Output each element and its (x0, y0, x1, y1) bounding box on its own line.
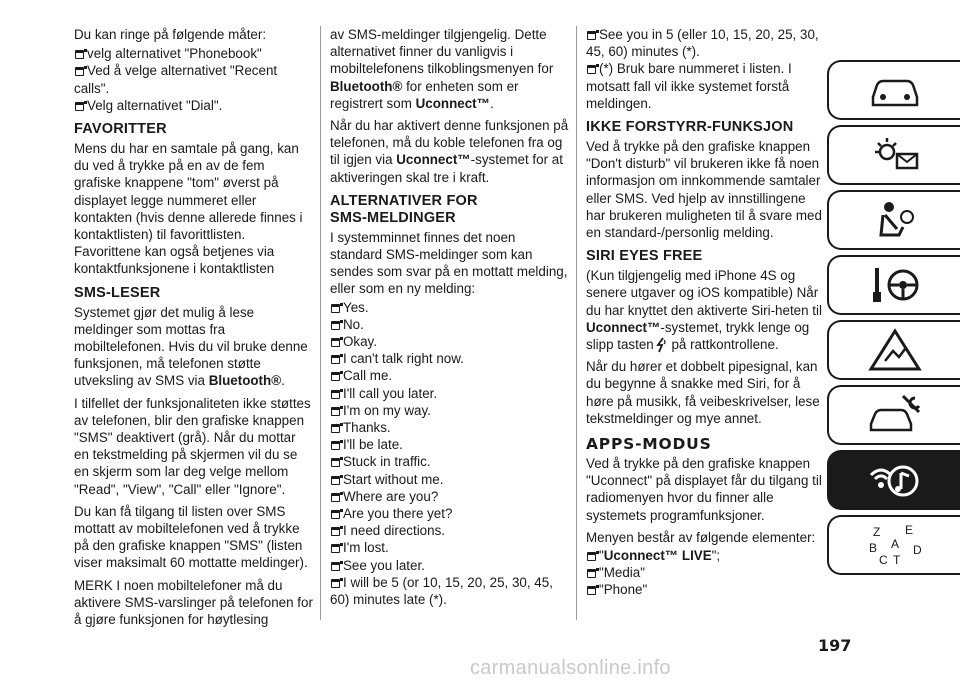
list-item: Stuck in traffic. (330, 453, 570, 470)
bullet-icon (331, 372, 340, 381)
sms-reader-heading: SMS-LESER (74, 284, 161, 301)
sms-options-heading: ALTERNATIVER FOR SMS-MELDINGER (330, 192, 478, 226)
index-letter: C (878, 553, 888, 567)
tab-multimedia-icon[interactable] (827, 450, 960, 510)
tab-alphabet-index-icon[interactable] (827, 515, 960, 575)
bullet-icon (331, 579, 340, 588)
list-item: Where are you? (330, 488, 570, 505)
list-item: Okay. (330, 333, 570, 350)
favoritter-text: Mens du har en samtale på gang, kan du ved å trykke på en av de fem grafiske knappene "tom" øverst på displayet legge nummeret eller kontakten (hvis denne allerede finnes i kontaktlisten) til favorittlisten. Favorittene kan også betjenes via kontaktfunksjonene i kontaktlisten (74, 141, 303, 277)
column-left (74, 26, 314, 633)
apps-paragraph: Menyen består av følgende elementer: (586, 529, 816, 545)
index-letter: B (868, 541, 877, 555)
list-item: I'm lost. (330, 539, 570, 556)
bullet-icon (331, 321, 340, 330)
list-item: "Media" (586, 564, 822, 581)
list-item: Velg alternativet "Dial". (74, 97, 314, 114)
bullet-icon (331, 493, 340, 502)
index-letter: D (912, 543, 922, 557)
bullet-icon (75, 102, 84, 111)
index-letter: E (904, 523, 913, 537)
siri-paragraph: Når du hører et dobbelt pipesignal, kan du begynne å snakke med Siri, for å høre på musikk, få veibeskrivelser, lese tekstmeldinger og mye annet. (586, 359, 820, 426)
bullet-icon (331, 390, 340, 399)
list-item: I will be 5 (or 10, 15, 20, 25, 30, 45, 60) minutes late (*). (330, 574, 553, 608)
sms-paragraph: MERK I noen mobiltelefoner må du aktivere SMS-varslinger på telefonen for å gjøre funksjonen for høytlesing (74, 577, 313, 628)
warning-lights-icon (863, 132, 927, 178)
tab-wrench-car-icon[interactable] (827, 385, 960, 445)
list-item: I need directions. (330, 522, 570, 539)
bullet-icon (331, 544, 340, 553)
bullet-icon (331, 355, 340, 364)
index-letter: T (892, 553, 900, 567)
sms-continued: av SMS-meldinger tilgjengelig. Dette alternativet finner du vanligvis i mobiltelefonens tilkoblingsmenyen for Bluetooth® for enheten som er registrert som Uconnect™. (330, 27, 554, 111)
dnd-heading: IKKE FORSTYRR-FUNKSJON (586, 119, 794, 136)
bullet-icon (587, 31, 596, 40)
column-middle (330, 26, 570, 608)
list-item: See you in 5 (eller 10, 15, 20, 25, 30, 45, 60) minutes (*). (586, 27, 819, 60)
bullet-icon (331, 441, 340, 450)
sms-paragraph: Systemet gjør det mulig å lese meldinger som mottas fra mobiltelefonen. Hvis du vil bruke denne funksjonen, må telefonen støtte utveksling av SMS via Bluetooth®. (74, 304, 308, 389)
list-item: Call me. (330, 367, 570, 384)
list-item: No. (330, 316, 570, 333)
siri-heading: SIRI EYES FREE (586, 248, 703, 265)
message-list (330, 299, 570, 609)
tab-seat-safety-icon[interactable] (827, 190, 960, 250)
list-item: I can't talk right now. (330, 350, 570, 367)
list-item-continuation: calls". (74, 80, 110, 96)
list-item: I'm on my way. (330, 402, 570, 419)
tab-warning-triangle-icon[interactable] (827, 320, 960, 380)
favoritter-heading: FAVORITTER (74, 121, 167, 138)
bullet-icon (331, 304, 340, 313)
key-steering-wheel-icon (863, 262, 927, 308)
seat-safety-icon (863, 197, 927, 243)
column-divider (320, 26, 321, 620)
list-item: Thanks. (330, 419, 570, 436)
list-item: I'll call you later. (330, 385, 570, 402)
call-intro: Du kan ringe på følgende måter: (74, 27, 267, 42)
bullet-icon (331, 562, 340, 571)
list-item: "Uconnect™ LIVE"; (586, 547, 822, 564)
column-right (586, 26, 822, 599)
tab-car-icon[interactable] (827, 60, 960, 120)
list-item: (*) Bruk bare nummeret i listen. I motsatt fall vil ikke systemet forstå meldingen. (586, 61, 792, 111)
wrench-car-icon (863, 392, 927, 438)
alphabet-index-icon (863, 522, 927, 568)
bullet-icon (331, 510, 340, 519)
bullet-icon (331, 476, 340, 485)
tab-warning-lights-icon[interactable] (827, 125, 960, 185)
apps-heading: APPS-MODUS (586, 435, 712, 454)
sms-paragraph: I tilfellet der funksjonaliteten ikke støttes av telefonen, blir den grafiske knappen "SMS" deaktivert (grå). Når du mottar en tekstmelding på skjermen vil du se en skjerm som lar deg velge mellom "Read", "View", "Call" eller "Ignore". (74, 395, 311, 497)
sms-options-text: I systemminnet finnes det noen standard SMS-meldinger som kan sendes som svar på en mottatt melding, eller som en ny melding: (330, 229, 568, 297)
bullet-icon (75, 50, 84, 59)
dnd-text: Ved å trykke på den grafiske knappen "Don't disturb" vil brukeren ikke få noen informasjon om innkommende samtaler eller SMS. Ved hjelp av innstillingene har brukeren muligheten til å svare med en standard-/personlig melding. (586, 139, 822, 241)
bullet-icon (587, 569, 596, 578)
list-item: "Phone" (586, 581, 822, 598)
apps-paragraph: Ved å trykke på den grafiske knappen "Uconnect" på displayet får du tilgang til radiomenyen hvor du finner alle systemets programfunksjoner. (586, 456, 822, 523)
index-letter: A (890, 537, 899, 551)
bullet-icon (331, 424, 340, 433)
activation-paragraph: Når du har aktivert denne funksjonen på telefonen, må du koble telefonen fra og til igjen via Uconnect™-systemet for at aktiveringen skal tre i kraft. (330, 118, 569, 185)
bullet-icon (331, 338, 340, 347)
bullet-icon (331, 527, 340, 536)
bullet-icon (587, 552, 596, 561)
bullet-icon (331, 458, 340, 467)
siri-paragraph: (Kun tilgjengelig med iPhone 4S og senere utgaver og iOS kompatible) Når du har knyttet den aktiverte Siri-heten til Uconnect™-systemet, trykk lenge og slipp tasten på rattkontrollene. (586, 268, 822, 353)
column-divider (576, 26, 577, 620)
bullet-icon (587, 586, 596, 595)
sms-paragraph: Du kan få tilgang til listen over SMS mottatt av mobiltelefonen ved å trykke på den grafiske knappen "SMS" (listen viser maksimalt 60 mottatte meldinger). (74, 503, 308, 571)
list-item: I'll be late. (330, 436, 570, 453)
list-item: Yes. (330, 299, 570, 316)
bullet-icon (331, 407, 340, 416)
list-item: See you later. (330, 557, 570, 574)
index-letter: Z (872, 525, 880, 539)
list-item: Are you there yet? (330, 505, 570, 522)
list-item: Start without me. (330, 471, 570, 488)
bullet-icon (75, 67, 84, 76)
watermark: carmanualsonline.info (470, 657, 671, 679)
warning-triangle-icon (863, 327, 927, 373)
chapter-tabs (827, 60, 960, 580)
multimedia-icon (863, 457, 927, 503)
bullet-icon (587, 65, 596, 74)
tab-key-steering-wheel-icon[interactable] (827, 255, 960, 315)
list-item: Ved å velge alternativet "Recent (74, 62, 314, 79)
car-icon (863, 67, 927, 113)
list-item: velg alternativet "Phonebook" (74, 45, 314, 62)
voice-command-icon (654, 337, 668, 353)
page-number: 197 (818, 636, 852, 655)
